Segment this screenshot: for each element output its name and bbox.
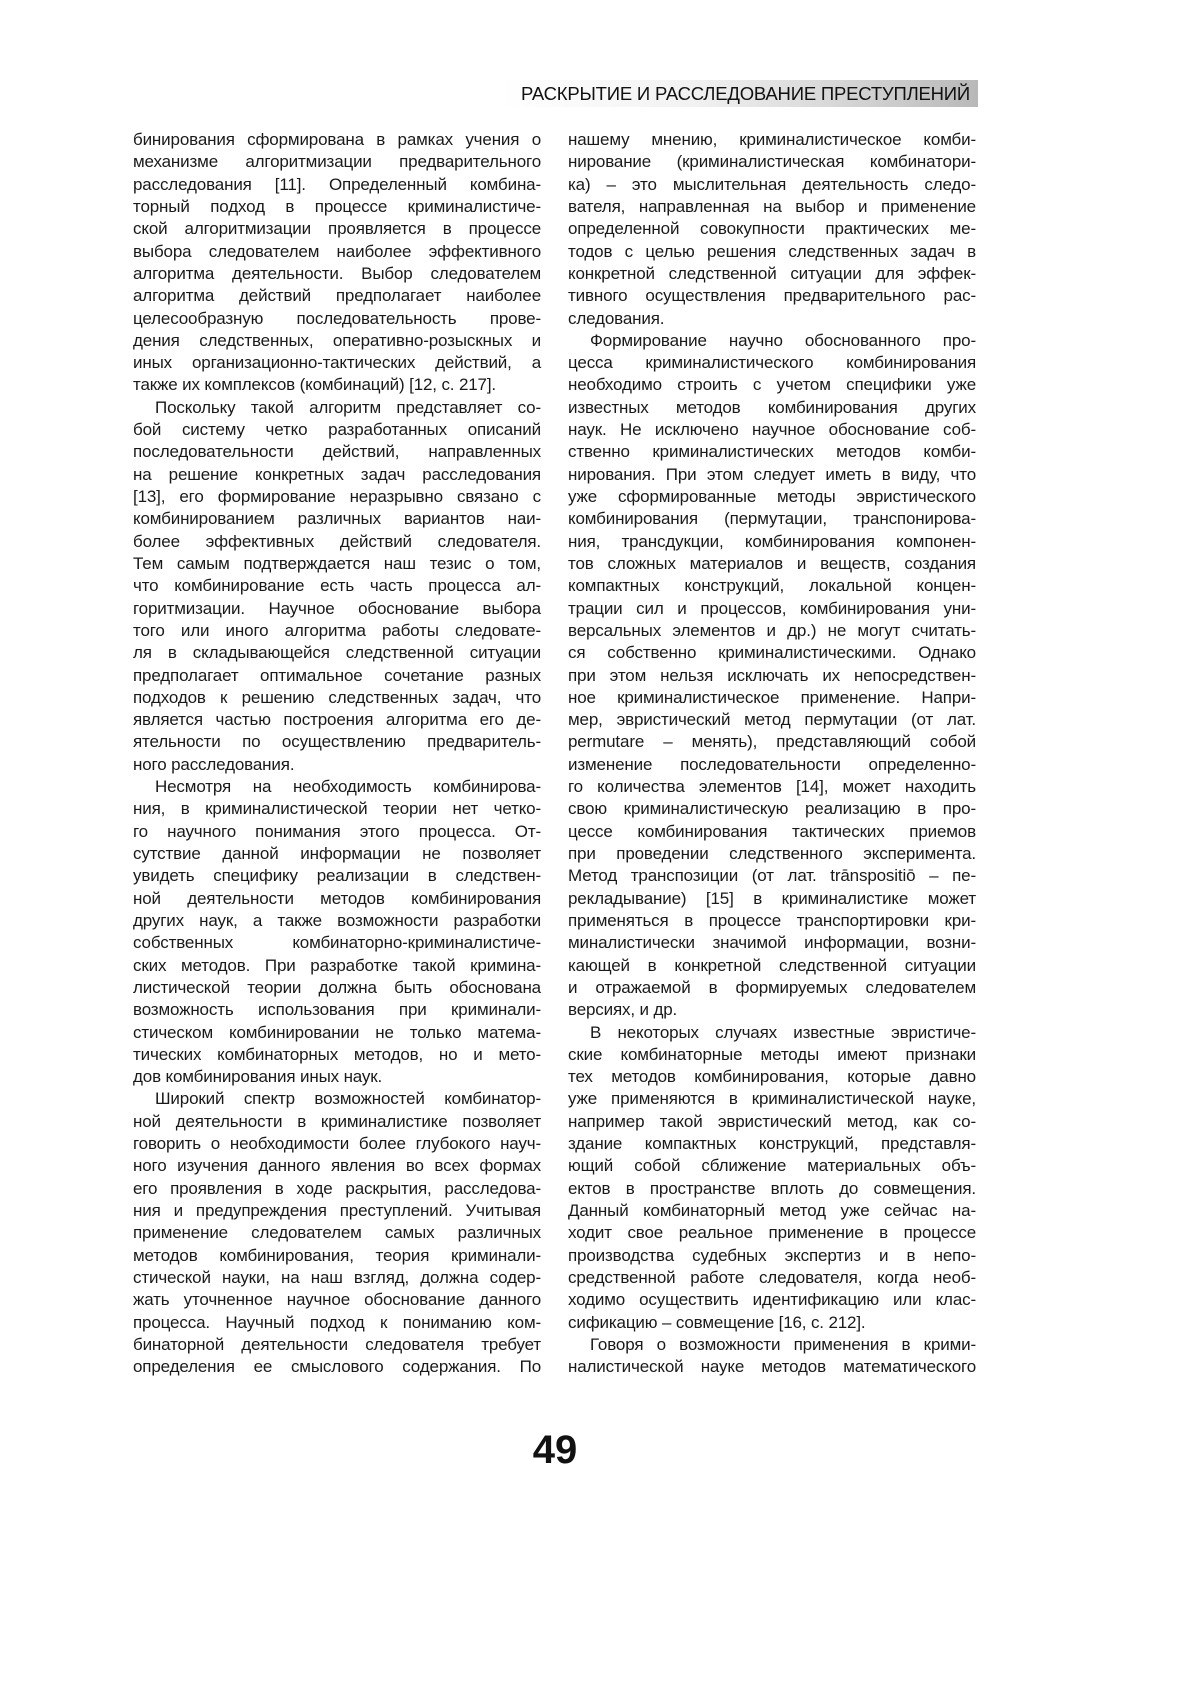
- text-line: трации сил и процессов, комбинирования уни-: [568, 598, 976, 620]
- text-line: уже сформированные методы эвристического: [568, 486, 976, 508]
- text-line: средственной работе следователя, когда необ-: [568, 1267, 976, 1289]
- paragraph: [568, 1334, 976, 1379]
- text-line: процесса. Научный подход к пониманию ком-: [133, 1312, 541, 1334]
- text-line: производства судебных экспертиз и в непо-: [568, 1245, 976, 1267]
- text-line: следования.: [568, 308, 976, 330]
- text-line: изменение последовательности определенно-: [568, 754, 976, 776]
- paragraph: [568, 129, 976, 330]
- text-line: механизме алгоритмизации предварительного: [133, 151, 541, 173]
- running-header-bar: [500, 80, 978, 107]
- text-line: Тем самым подтверждается наш тезис о том,: [133, 553, 541, 575]
- text-line: алгоритма действий предполагает наиболее: [133, 285, 541, 307]
- text-line: цесса криминалистического комбинирования: [568, 352, 976, 374]
- text-line: определенной совокупности практических ме-: [568, 218, 976, 240]
- text-line: сутствие данной информации не позволяет: [133, 843, 541, 865]
- text-line: что комбинирование есть часть процесса ал-: [133, 575, 541, 597]
- text-line: тех методов комбинирования, которые давно: [568, 1066, 976, 1088]
- text-line: миналистически значимой информации, возни-: [568, 932, 976, 954]
- text-line: предполагает оптимальное сочетание разных: [133, 665, 541, 687]
- text-column-left: [133, 129, 541, 1379]
- text-line: [13], его формирование неразрывно связано с: [133, 486, 541, 508]
- text-line: ля в складывающейся следственной ситуации: [133, 642, 541, 664]
- text-line: ния, трансдукции, комбинирования компонен-: [568, 531, 976, 553]
- text-line: бой систему четко разработанных описаний: [133, 419, 541, 441]
- text-line: го количества элементов [14], может находить: [568, 776, 976, 798]
- text-line: В некоторых случаях известные эвристиче-: [568, 1022, 976, 1044]
- text-line: целесообразную последовательность прове-: [133, 308, 541, 330]
- text-line: ка) – это мыслительная деятельность следо-: [568, 174, 976, 196]
- text-line: ской алгоритмизации проявляется в процессе: [133, 218, 541, 240]
- text-line: бинаторной деятельности следователя требует: [133, 1334, 541, 1356]
- text-line: расследования [11]. Определенный комбина-: [133, 174, 541, 196]
- text-line: Метод транспозиции (от лат. trānspositiō – пе-: [568, 865, 976, 887]
- text-line: ходимо осуществить идентификацию или клас-: [568, 1289, 976, 1311]
- text-line: нашему мнению, криминалистическое комби-: [568, 129, 976, 151]
- text-line: дения следственных, оперативно-розыскных и: [133, 330, 541, 352]
- text-line: вателя, направленная на выбор и применение: [568, 196, 976, 218]
- text-line: бинирования сформирована в рамках учения о: [133, 129, 541, 151]
- text-line: более эффективных действий следователя.: [133, 531, 541, 553]
- text-line: ной деятельности в криминалистике позволяет: [133, 1111, 541, 1133]
- text-line: на решение конкретных задач расследования: [133, 464, 541, 486]
- text-line: жать уточненное научное обоснование данного: [133, 1289, 541, 1311]
- text-line: ного изучения данного явления во всех формах: [133, 1155, 541, 1177]
- text-line: ное криминалистическое применение. Напри-: [568, 687, 976, 709]
- text-line: ские комбинаторные методы имеют признаки: [568, 1044, 976, 1066]
- text-line: комбинированием различных вариантов наи-: [133, 508, 541, 530]
- text-line: того или иного алгоритма работы следовате-: [133, 620, 541, 642]
- text-line: нирование (криминалистическая комбинатори-: [568, 151, 976, 173]
- text-line: стическом комбинировании не только матема-: [133, 1022, 541, 1044]
- text-line: ектов в пространстве вплоть до совмещения.: [568, 1178, 976, 1200]
- text-line: ственно криминалистических методов комби-: [568, 441, 976, 463]
- text-column-right: [568, 129, 976, 1379]
- text-line: выбора следователем наиболее эффективного: [133, 241, 541, 263]
- text-line: его проявления в ходе раскрытия, расследова-: [133, 1178, 541, 1200]
- text-line: уже применяются в криминалистической науке,: [568, 1088, 976, 1110]
- paragraph: [133, 397, 541, 776]
- text-line: компактных конструкций, локальной концен-: [568, 575, 976, 597]
- text-line: ходит свое реальное применение в процессе: [568, 1222, 976, 1244]
- text-line: тодов с целью решения следственных задач в: [568, 241, 976, 263]
- text-line: ной деятельности методов комбинирования: [133, 888, 541, 910]
- text-line: Широкий спектр возможностей комбинатор-: [133, 1088, 541, 1110]
- text-line: определения ее смыслового содержания. По: [133, 1356, 541, 1378]
- text-line: горитмизации. Научное обоснование выбора: [133, 598, 541, 620]
- text-line: версальных элементов и др.) не могут считать-: [568, 620, 976, 642]
- text-line: ся собственно криминалистическими. Однако: [568, 642, 976, 664]
- text-line: иных организационно-тактических действий, а: [133, 352, 541, 374]
- text-line: является частью построения алгоритма его де-: [133, 709, 541, 731]
- text-line: при этом нельзя исключать их непосредствен-: [568, 665, 976, 687]
- text-line: налистической науке методов математического: [568, 1356, 976, 1378]
- text-line: здание компактных конструкций, представля-: [568, 1133, 976, 1155]
- text-line: рекладывание) [15] в криминалистике может: [568, 888, 976, 910]
- text-line: Формирование научно обоснованного про-: [568, 330, 976, 352]
- text-line: увидеть специфику реализации в следствен-: [133, 865, 541, 887]
- text-line: говорить о необходимости более глубокого науч-: [133, 1133, 541, 1155]
- text-line: Говоря о возможности применения в крими-: [568, 1334, 976, 1356]
- text-line: торный подход в процессе криминалистиче-: [133, 196, 541, 218]
- text-line: тов сложных материалов и веществ, создания: [568, 553, 976, 575]
- paragraph: [133, 129, 541, 397]
- page-number: 49: [0, 1428, 1110, 1473]
- text-line: тивного осуществления предварительного рас-: [568, 285, 976, 307]
- text-line: наук. Не исключено научное обоснование соб-: [568, 419, 976, 441]
- text-line: ния и предупреждения преступлений. Учитывая: [133, 1200, 541, 1222]
- text-line: применяться в процессе транспортировки кри-: [568, 910, 976, 932]
- text-line: ния, в криминалистической теории нет четко-: [133, 798, 541, 820]
- text-line: Поскольку такой алгоритм представляет со-: [133, 397, 541, 419]
- text-line: нирования. При этом следует иметь в виду, что: [568, 464, 976, 486]
- text-line: кающей в конкретной следственной ситуации: [568, 955, 976, 977]
- text-line: при проведении следственного эксперимента.: [568, 843, 976, 865]
- text-line: Несмотря на необходимость комбинирова-: [133, 776, 541, 798]
- text-line: дов комбинирования иных наук.: [133, 1066, 541, 1088]
- text-line: сификацию – совмещение [16, с. 212].: [568, 1312, 976, 1334]
- text-line: Данный комбинаторный метод уже сейчас на-: [568, 1200, 976, 1222]
- text-line: собственных комбинаторно-криминалистиче-: [133, 932, 541, 954]
- text-line: применение следователем самых различных: [133, 1222, 541, 1244]
- paragraph: [133, 1088, 541, 1378]
- text-line: возможность использования при криминали-: [133, 999, 541, 1021]
- text-line: подходов к решению следственных задач, что: [133, 687, 541, 709]
- text-line: тических комбинаторных методов, но и мето-: [133, 1044, 541, 1066]
- text-line: ятельности по осуществлению предваритель-: [133, 731, 541, 753]
- text-line: комбинирования (пермутации, транспонирова-: [568, 508, 976, 530]
- running-header-title: РАСКРЫТИЕ И РАССЛЕДОВАНИЕ ПРЕСТУПЛЕНИЙ: [521, 83, 970, 105]
- text-line: стической науки, на наш взгляд, должна содер-: [133, 1267, 541, 1289]
- text-line: го научного понимания этого процесса. От-: [133, 821, 541, 843]
- text-line: например такой эвристический метод, как со-: [568, 1111, 976, 1133]
- text-line: ющий собой сближение материальных объ-: [568, 1155, 976, 1177]
- text-line: ских методов. При разработке такой кримина-: [133, 955, 541, 977]
- text-line: известных методов комбинирования других: [568, 397, 976, 419]
- text-line: необходимо строить с учетом специфики уже: [568, 374, 976, 396]
- text-line: конкретной следственной ситуации для эффек-: [568, 263, 976, 285]
- text-line: последовательности действий, направленных: [133, 441, 541, 463]
- text-line: и отражаемой в формируемых следователем: [568, 977, 976, 999]
- text-line: версиях, и др.: [568, 999, 976, 1021]
- text-line: цессе комбинирования тактических приемов: [568, 821, 976, 843]
- text-line: свою криминалистическую реализацию в про-: [568, 798, 976, 820]
- text-line: также их комплексов (комбинаций) [12, с. 217].: [133, 374, 541, 396]
- text-line: permutare – менять), представляющий собой: [568, 731, 976, 753]
- text-line: алгоритма деятельности. Выбор следователем: [133, 263, 541, 285]
- paragraph: [568, 1022, 976, 1334]
- text-line: методов комбинирования, теория криминали-: [133, 1245, 541, 1267]
- text-line: ного расследования.: [133, 754, 541, 776]
- paragraph: [133, 776, 541, 1088]
- text-line: других наук, а также возможности разработки: [133, 910, 541, 932]
- text-line: листической теории должна быть обоснована: [133, 977, 541, 999]
- paragraph: [568, 330, 976, 1022]
- text-line: мер, эвристический метод пермутации (от лат.: [568, 709, 976, 731]
